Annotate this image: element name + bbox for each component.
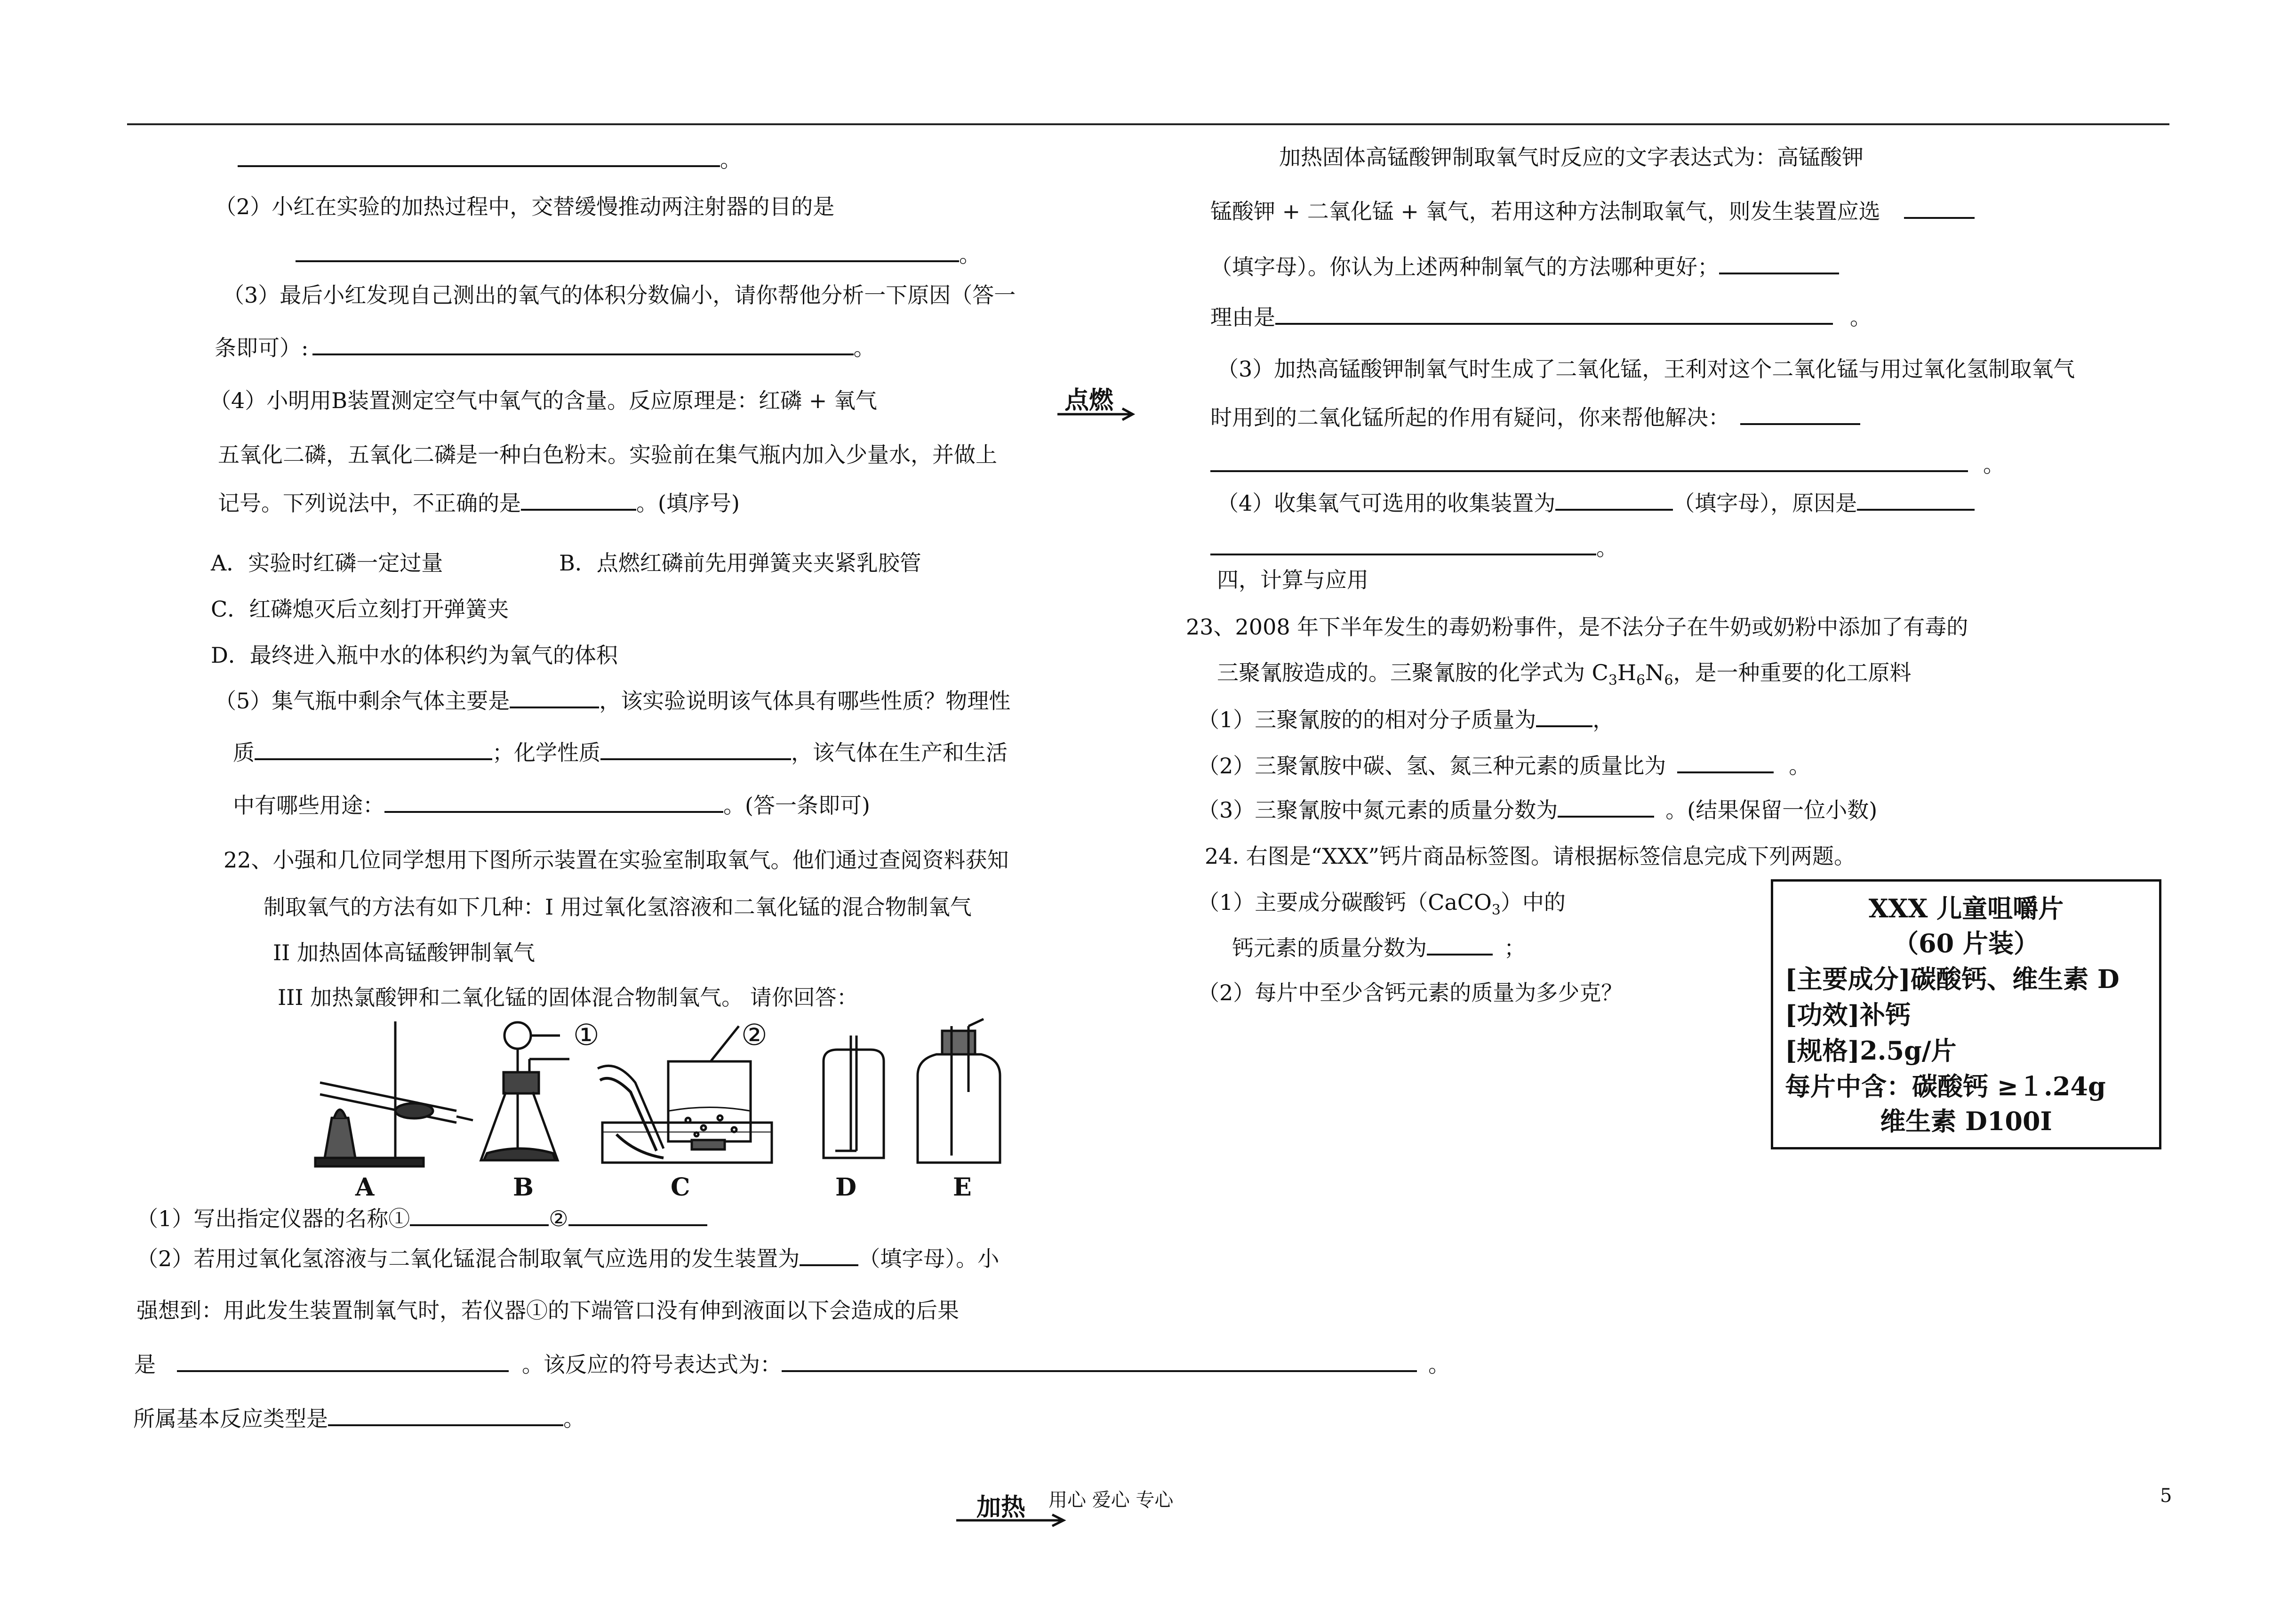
option-c: C．红磷熄灭后立刻打开弹簧夹 (211, 596, 509, 622)
answer-blank[interactable] (521, 491, 636, 511)
figure-marker-1: ① (573, 1018, 600, 1052)
right-line-6: 时用到的二氧化锰所起的作用有疑问，你来帮他解决： (1210, 404, 1860, 431)
question-24-sub-1: （1）主要成分碳酸钙（CaCO$_3$）中的 (1198, 890, 1566, 918)
answer-blank[interactable] (410, 1206, 549, 1226)
question-22-line-2: 制取氧气的方法有如下几种：I 用过氧化氢溶液和二氧化锰的混合物制氧气 (264, 894, 972, 920)
question-23-sub-3: （3）三聚氰胺中氮元素的质量分数为 。(结果保留一位小数) (1198, 797, 1878, 823)
right-line-5: （3）加热高锰酸钾制氧气时生成了二氧化锰，王利对这个二氧化锰与用过氧化氢制取氧气 (1217, 356, 2075, 382)
question-2: （2）小红在实验的加热过程中，交替缓慢推动两注射器的目的是 (215, 194, 835, 219)
left-line-1: 。 (238, 146, 742, 173)
header-rule (127, 123, 2169, 125)
footer-motto: 用心 爱心 专心 (1048, 1489, 1174, 1511)
answer-blank[interactable] (312, 336, 854, 355)
apparatus-b-conical-flask (481, 1022, 569, 1160)
heating-arrow-icon (955, 1511, 1068, 1530)
sub-question-2-line-1: （2）若用过氧化氢溶液与二氧化锰混合制取氧气应选用的发生装置为 （填字母）。小 (136, 1246, 1000, 1271)
heating-condition-label: 加热 (976, 1493, 1026, 1522)
product-effect: [功效]补钙 (1785, 1000, 1911, 1030)
answer-blank[interactable] (800, 1246, 858, 1266)
apparatus-d-gas-jar (824, 1036, 884, 1158)
question-23-sub-2: （2）三聚氰胺中碳、氢、氮三种元素的质量比为 。 (1198, 753, 1811, 779)
answer-blank[interactable] (1558, 798, 1654, 818)
apparatus-e-gas-bottle (918, 1019, 1000, 1163)
answer-blank[interactable] (1275, 305, 1833, 325)
apparatus-a-heating-tube (315, 1021, 473, 1166)
answer-blank[interactable] (1719, 255, 1839, 274)
answer-blank[interactable] (782, 1352, 1417, 1372)
sub-question-2-line-2: 强想到：用此发生装置制氧气时，若仪器①的下端管口没有伸到液面以下会造成的后果 (136, 1298, 959, 1323)
ignite-condition-label: 点燃 (1064, 386, 1114, 415)
figure-label-e: E (953, 1173, 972, 1202)
answer-blank[interactable] (1904, 199, 1975, 219)
answer-blank[interactable] (1427, 936, 1493, 956)
figure-label-b: B (513, 1173, 534, 1202)
product-label-box (1771, 879, 2161, 1149)
right-line-4: 理由是 。 (1210, 305, 1872, 330)
right-line-1: 加热固体高锰酸钾制取氧气时反应的文字表达式为：高锰酸钾 (1279, 145, 1864, 170)
sub-question-2-line-4: 所属基本反应类型是 。 (133, 1406, 585, 1431)
answer-blank[interactable] (296, 242, 959, 262)
figure-marker-2: ② (741, 1018, 768, 1052)
product-spec: [规格]2.5g/片 (1785, 1036, 1957, 1066)
sub-question-1: （1）写出指定仪器的名称① ② (136, 1205, 707, 1232)
option-b: B．点燃红磷前先用弹簧夹夹紧乳胶管 (559, 550, 921, 576)
question-22-line-1: 22、小强和几位同学想用下图所示装置在实验室制取氧气。他们通过查阅资料获知 (224, 847, 1009, 873)
question-3-line-1: （3）最后小红发现自己测出的氧气的体积分数偏小，请你帮他分析一下原因（答一 (223, 282, 1016, 308)
answer-blank[interactable] (510, 689, 599, 708)
question-4-line-3: 记号。下列说法中，不正确的是 。(填序号) (218, 490, 740, 516)
answer-blank[interactable] (568, 1206, 707, 1226)
answer-blank[interactable] (600, 740, 791, 760)
page-number: 5 (2160, 1485, 2172, 1507)
question-22-line-4: III 加热氯酸钾和二氧化锰的固体混合物制氧气。 请你回答： (278, 985, 858, 1010)
section-four-heading: 四，计算与应用 (1217, 567, 1368, 593)
right-line-8: （4）收集氧气可选用的收集装置为 （填字母），原因是 (1217, 490, 1975, 517)
right-line-3: （填字母）。你认为上述两种制氧气的方法哪种更好； (1210, 253, 1839, 281)
product-pack: （60 片装） (1893, 928, 2039, 958)
question-23-line-2: 三聚氰胺造成的。三聚氰胺的化学式为 $C_3H_6N_6$，是一种重要的化工原料 (1217, 660, 1912, 689)
answer-blank[interactable] (255, 740, 492, 760)
answer-blank[interactable] (238, 147, 720, 167)
answer-blank[interactable] (328, 1406, 563, 1426)
answer-blank[interactable] (1210, 536, 1596, 555)
reaction-arrow-icon (1056, 405, 1136, 424)
figure-label-c: C (671, 1173, 690, 1202)
right-line-2: 锰酸钾 + 二氧化锰 + 氧气，若用这种方法制取氧气，则发生装置应选 (1210, 198, 1975, 225)
right-line-7: 。 (1210, 451, 2005, 478)
answer-blank[interactable] (1857, 491, 1975, 511)
answer-blank[interactable] (1677, 754, 1774, 773)
product-ingredients: [主要成分]碳酸钙、维生素 D (1785, 964, 2120, 994)
option-a: A．实验时红磷一定过量 (211, 550, 443, 576)
question-3-line-2: 条即可）: 。 (215, 335, 875, 361)
figure-label-a: A (355, 1173, 375, 1202)
question-24-sub-2: （2）每片中至少含钙元素的质量为多少克？ (1198, 980, 1623, 1005)
question-5-line-1: （5）集气瓶中剩余气体主要是 ，该实验说明该气体具有哪些性质？物理性 (215, 688, 1011, 714)
option-d: D．最终进入瓶中水的体积约为氧气的体积 (211, 642, 618, 668)
question-23-sub-1: （1）三聚氰胺的的相对分子质量为 ， (1198, 707, 1615, 732)
apparatus-figure (306, 1017, 1059, 1214)
question-5-line-3: 中有哪些用途： 。(答一条即可) (233, 793, 870, 818)
answer-blank[interactable] (177, 1352, 509, 1372)
answer-blank[interactable] (384, 793, 723, 813)
answer-blank[interactable] (1740, 405, 1860, 425)
question-24-line-1: 24. 右图是“XXX”钙片商品标签图。请根据标签信息完成下列两题。 (1205, 843, 1856, 869)
product-vitamin: 维生素 D100I (1880, 1106, 2052, 1136)
figure-label-d: D (835, 1173, 857, 1202)
question-5-line-2: 质 ；化学性质 ，该气体在生产和生活 (233, 740, 1008, 765)
answer-blank[interactable] (1210, 452, 1968, 472)
product-name: XXX 儿童咀嚼片 (1868, 893, 2064, 923)
sub-question-2-line-3: 是 。该反应的符号表达式为： 。 (134, 1352, 1450, 1377)
question-22-line-3: II 加热固体高锰酸钾制氧气 (273, 940, 535, 965)
question-4-line-2: 五氧化二磷，五氧化二磷是一种白色粉末。实验前在集气瓶内加入少量水，并做上 (218, 442, 997, 467)
answer-blank[interactable] (1536, 707, 1592, 727)
right-line-9: 。 (1210, 534, 1618, 562)
answer-blank[interactable] (1555, 491, 1673, 511)
question-23-line-1: 23、2008 年下半年发生的毒奶粉事件，是不法分子在牛奶或奶粉中添加了有毒的 (1186, 614, 1968, 640)
question-24-sub-1-line-2: 钙元素的质量分数为 ； (1232, 935, 1526, 961)
product-content: 每片中含：碳酸钙 ≥１.24g (1785, 1071, 2106, 1101)
question-4-line-1: （4）小明用B装置测定空气中氧气的含量。反应原理是：红磷 + 氧气 (209, 388, 877, 413)
question-2-answer: 。 (296, 241, 981, 268)
